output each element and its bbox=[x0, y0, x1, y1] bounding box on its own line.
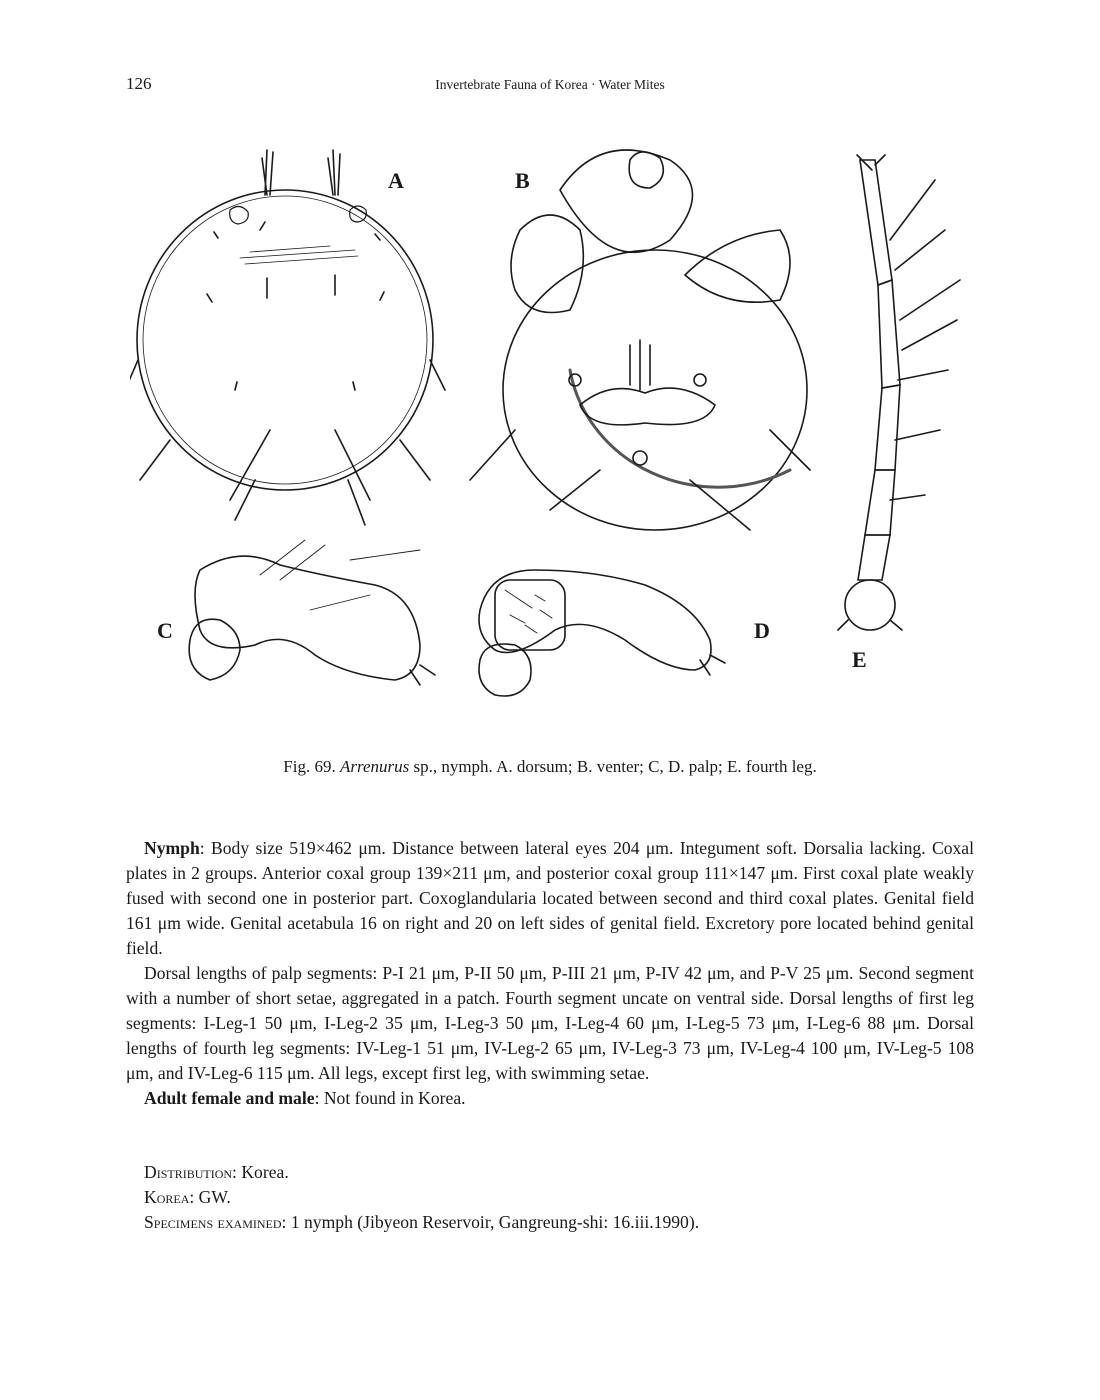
figure-caption: Fig. 69. Arrenurus sp., nymph. A. dorsum; B. venter; C, D. palp; E. fourth leg. bbox=[283, 757, 817, 776]
description-block bbox=[126, 836, 974, 1111]
records-block bbox=[126, 1160, 974, 1235]
palp-paragraph: Dorsal lengths of palp segments: P-I 21 μm, P-II 50 μm, P-III 21 μm, P-IV 42 μm, and P-V 25 μm. Second segment with a number of short setae, aggregated in a patch. Fourth segment uncate on ventral side. Dorsal lengths of first leg segments: I-Leg-1 50 μm, I-Leg-2 35 μm, I-Leg-3 50 μm, I-Leg-4 60 μm, I-Leg-5 73 μm, I-Leg-6 88 μm. Dorsal lengths of fourth leg segments: IV-Leg-1 51 μm, IV-Leg-2 65 μm, IV-Leg-3 73 μm, IV-Leg-4 100 μm, IV-Leg-5 108 μm, and IV-Leg-6 115 μm. All legs, except first leg, with swimming setae. bbox=[126, 963, 974, 1083]
distribution-line: Distribution: Korea. bbox=[144, 1162, 289, 1182]
panel-label-d: D bbox=[754, 618, 770, 643]
figure-69 bbox=[130, 140, 990, 730]
dorsum-drawing bbox=[130, 150, 445, 525]
panel-label-b: B bbox=[515, 168, 530, 193]
panel-label-c: C bbox=[157, 618, 173, 643]
panel-label-a: A bbox=[388, 168, 404, 193]
panel-label-e: E bbox=[852, 647, 867, 672]
specimens-line: Specimens examined: 1 nymph (Jibyeon Reservoir, Gangreung-shi: 16.iii.1990). bbox=[144, 1212, 700, 1232]
fourth-leg-drawing bbox=[838, 155, 960, 630]
nymph-paragraph: Nymph: Body size 519×462 μm. Distance between lateral eyes 204 μm. Integument soft. Dorsalia lacking. Coxal plates in 2 groups. Anterior coxal group 139×211 μm, and posterior coxal group 111×147 μm. First coxal plate weakly fused with second one in posterior part. Coxoglandularia located between second and third coxal plates. Genital field 161 μm wide. Genital acetabula 16 on right and 20 on left sides of genital field. Excretory pore located behind genital field. bbox=[126, 838, 974, 958]
running-head: Invertebrate Fauna of Korea · Water Mites bbox=[435, 77, 665, 92]
adult-paragraph: Adult female and male: Not found in Korea. bbox=[144, 1088, 466, 1108]
palp-drawing-d bbox=[479, 570, 725, 696]
venter-drawing bbox=[470, 150, 810, 530]
page-number: 126 bbox=[126, 74, 152, 93]
palp-drawing-c bbox=[189, 540, 435, 685]
korea-line: Korea: GW. bbox=[144, 1187, 231, 1207]
